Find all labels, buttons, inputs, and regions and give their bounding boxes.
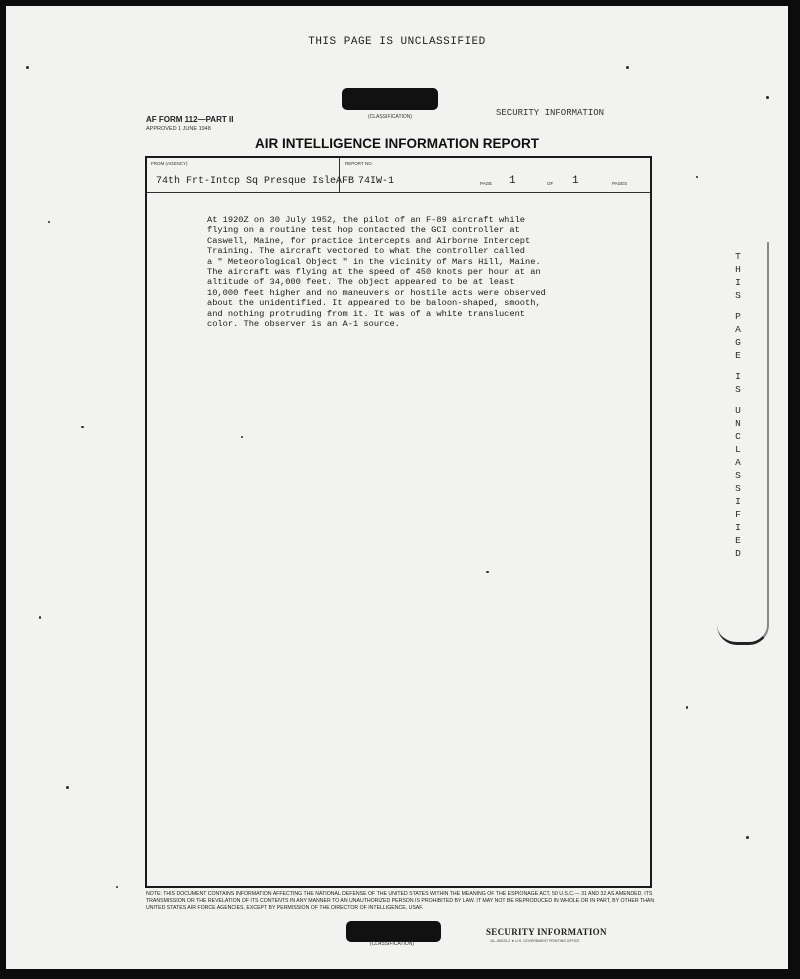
- of-label: OF: [547, 181, 554, 186]
- document-page: [6, 6, 788, 969]
- body-line: Caswell, Maine, for practice intercepts and Airborne Intercept: [207, 235, 531, 246]
- side-stamp-gap: [728, 302, 748, 310]
- body-line: altitude of 34,000 feet. The object appeared to be at least: [207, 277, 515, 288]
- body-line: color. The observer is an A-1 source.: [207, 319, 400, 330]
- gpo-imprint: 16—56020-2 ★ U.S. GOVERNMENT PRINTING OFFICE: [490, 939, 580, 943]
- side-stamp-letter: P: [735, 311, 741, 322]
- side-stamp-letter: L: [735, 444, 741, 455]
- side-stamp-letter: I: [735, 496, 741, 507]
- speck: [626, 66, 629, 69]
- side-stamp-letter: E: [735, 535, 741, 546]
- side-stamp-letter: S: [735, 470, 741, 481]
- body-line: The aircraft was flying at the speed of 450 knots per hour at an: [207, 267, 541, 278]
- body-line: flying on a routine test hop contacted the GCI controller at: [207, 225, 520, 236]
- side-stamp-letter: T: [735, 251, 741, 262]
- speck: [66, 786, 69, 789]
- report-body: [207, 215, 627, 329]
- pages-label: PAGES: [612, 181, 628, 186]
- side-stamp-gap: [728, 362, 748, 370]
- report-no-value: 74IW-1: [358, 176, 395, 187]
- classification-label-bottom: (CLASSIFICATION): [370, 941, 415, 947]
- pages-total: 1: [572, 175, 579, 187]
- side-stamp-letter: H: [735, 264, 741, 275]
- unclassified-stamp-top: THIS PAGE IS UNCLASSIFIED: [308, 36, 486, 48]
- side-stamp-letter: F: [735, 509, 741, 520]
- side-stamp-letter: I: [735, 277, 741, 288]
- form-id: AF FORM 112—PART II: [146, 115, 234, 124]
- security-information-bottom: SECURITY INFORMATION: [486, 927, 607, 937]
- report-title: AIR INTELLIGENCE INFORMATION REPORT: [255, 136, 539, 151]
- redaction-bar-top: [342, 88, 438, 110]
- classification-label-top: (CLASSIFICATION): [368, 114, 413, 120]
- side-stamp-letter: G: [735, 337, 741, 348]
- side-stamp-letter: S: [735, 483, 741, 494]
- body-line: Training. The aircraft vectored to what the controller called: [207, 246, 526, 257]
- body-line: and nothing protruding from it. It was of a white translucent: [207, 308, 526, 319]
- form-approved-date: APPROVED 1 JUNE 1948: [146, 126, 211, 132]
- side-stamp-letter: E: [735, 350, 741, 361]
- speck: [116, 886, 118, 888]
- speck: [48, 221, 50, 223]
- speck: [746, 836, 749, 839]
- speck: [81, 426, 84, 428]
- side-stamp-letter: S: [735, 290, 741, 301]
- side-stamp-letter: I: [735, 371, 741, 382]
- redaction-bar-bottom: [346, 921, 441, 942]
- side-stamp-letter: D: [735, 548, 741, 559]
- speck: [686, 706, 688, 709]
- speck: [39, 616, 41, 619]
- espionage-act-note: NOTE: THIS DOCUMENT CONTAINS INFORMATION AFFECTING THE NATIONAL DEFENSE OF THE UNITED STATES WITHIN THE MEANING OF THE ESPIONAGE ACT, 50 U.S.C.— 31 AND 32 AS AMENDED. ITS TRANSMISSION OR THE REVELATION OF ITS CONTENTS IN ANY MANNER TO AN UNAUTHORIZED PERSON IS PROHIBITED BY LAW. IT MAY NOT BE REPRODUCED IN WHOLE OR IN PART, BY OTHER THAN UNITED STATES AIR FORCE AGENCIES, EXCEPT BY PERMISSION OF THE DIRECTOR OF INTELLIGENCE, USAF.: [146, 891, 655, 911]
- side-stamp-letter: A: [735, 457, 741, 468]
- side-stamp-letter: A: [735, 324, 741, 335]
- speck: [696, 176, 698, 178]
- body-line: about the unidentified. It appeared to be baloon-shaped, smooth,: [207, 298, 541, 309]
- side-stamp-letter: C: [735, 431, 741, 442]
- page-number: 1: [509, 175, 516, 187]
- body-line: 10,000 feet higher and no maneuvers or hostile acts were observed: [207, 287, 546, 298]
- speck: [26, 66, 29, 69]
- security-information-top: SECURITY INFORMATION: [496, 108, 605, 118]
- body-line: At 1920Z on 30 July 1952, the pilot of an F-89 aircraft while: [207, 215, 526, 225]
- side-stamp-gap: [728, 396, 748, 404]
- unclassified-stamp-side: [728, 250, 748, 560]
- side-stamp-letter: S: [735, 384, 741, 395]
- from-value: 74th Frt-Intcp Sq Presque IsleAFB: [156, 176, 355, 187]
- from-label: FROM (AGENCY): [151, 161, 188, 166]
- body-line: a " Meteorological Object " in the vicinity of Mars Hill, Maine.: [207, 256, 541, 267]
- page-label: PAGE: [480, 181, 493, 186]
- side-stamp-letter: U: [735, 405, 741, 416]
- report-no-label: REPORT NO.: [345, 161, 373, 166]
- side-stamp-letter: I: [735, 522, 741, 533]
- report-header-row: [147, 158, 650, 193]
- report-frame: [145, 156, 652, 888]
- speck: [766, 96, 769, 99]
- side-stamp-letter: N: [735, 418, 741, 429]
